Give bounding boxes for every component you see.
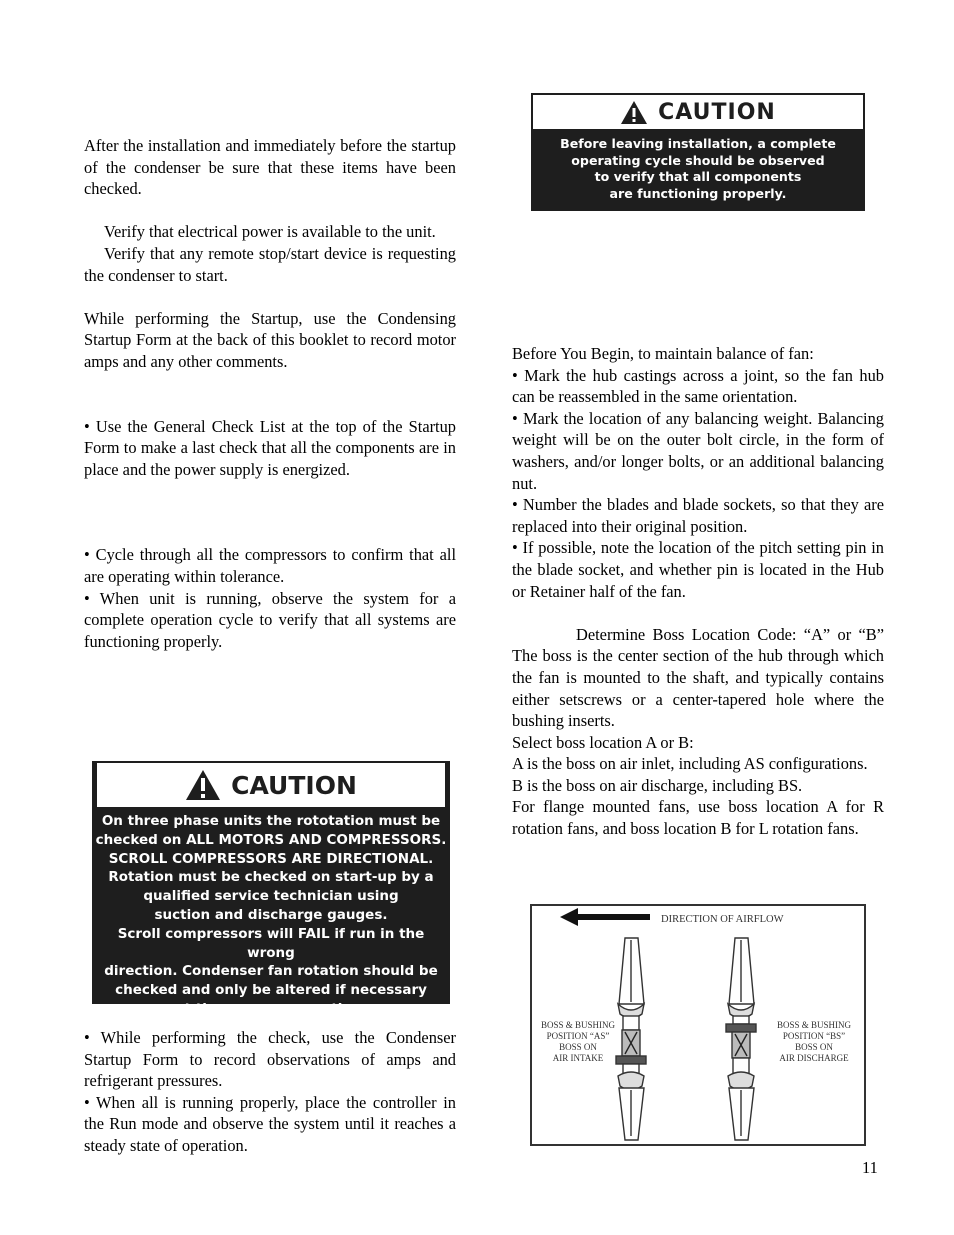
caution-header bbox=[97, 763, 445, 807]
caution-title: CAUTION bbox=[231, 770, 357, 800]
warning-triangle-icon bbox=[620, 100, 648, 125]
record-observations-bullet: • While performing the check, use the Condenser Startup Form to record observations of amps and refrigerant pressures. bbox=[84, 1028, 456, 1091]
run-mode-bullet: • When all is running properly, place the controller in the Run mode and observe the system until it reaches a steady state of operation. bbox=[84, 1092, 456, 1155]
verify-power-paragraph: Verify that electrical power is available to the unit. bbox=[104, 222, 436, 242]
right-label-line: BOSS ON bbox=[795, 1042, 833, 1052]
caution-line: direction. Condenser fan rotation should be bbox=[104, 963, 438, 980]
right-label-line: BOSS & BUSHING bbox=[776, 1020, 852, 1030]
fan-hub-diagram bbox=[530, 904, 866, 1146]
left-column bbox=[84, 135, 456, 652]
caution-header bbox=[533, 95, 863, 129]
left-label-line: POSITION “AS” bbox=[546, 1031, 610, 1041]
caution-line: On three phase units the rototation must be bbox=[101, 813, 441, 829]
left-label-line: BOSS & BUSHING bbox=[540, 1020, 616, 1030]
right-label-line: POSITION “BS” bbox=[782, 1031, 846, 1041]
caution-line: are functioning properly. bbox=[609, 185, 787, 201]
caution-line: SCROLL COMPRESSORS ARE DIRECTIONAL. bbox=[108, 850, 434, 867]
boss-b-line: B is the boss on air discharge, including BS. bbox=[512, 775, 803, 795]
observe-cycle-bullet: • When unit is running, observe the system for a complete operation cycle to verify that all systems are functioning properly. bbox=[84, 588, 456, 651]
caution-text bbox=[533, 129, 863, 202]
boss-a-line: A is the boss on air inlet, including AS configurations. bbox=[512, 754, 868, 774]
caution-box-top bbox=[531, 93, 865, 211]
caution-text bbox=[94, 807, 448, 1019]
flange-fans-line: For flange mounted fans, use boss location A for R rotation fans, and boss location B for L rotation fans. bbox=[512, 797, 884, 839]
caution-box-rotation bbox=[92, 761, 450, 1017]
before-you-begin: Before You Begin, to maintain balance of fan: bbox=[512, 344, 814, 363]
right-label-line: AIR DISCHARGE bbox=[779, 1053, 849, 1063]
mark-hub-bullet: • Mark the hub castings across a joint, so the fan hub can be reassembled in the same orientation. bbox=[512, 365, 884, 407]
mark-weight-bullet: • Mark the location of any balancing weight. Balancing weight will be on the outer bolt circle, in the form of washers, and/or longer bolts, or an additional balancing nut. bbox=[512, 408, 884, 493]
caution-line: suction and discharge gauges. bbox=[154, 906, 388, 923]
general-checklist-bullet: • Use the General Check List at the top of the Startup Form to make a last check that all the components are in place and the power supply is energized. bbox=[84, 416, 456, 479]
airflow-label: DIRECTION OF AIRFLOW bbox=[661, 914, 784, 925]
intro-paragraph: After the installation and immediately before the startup of the condenser be sure that these items have been checked. bbox=[84, 136, 456, 199]
caution-line: operating cycle should be observed bbox=[571, 152, 825, 168]
caution-line: Rotation must be checked on start-up by a bbox=[108, 869, 434, 886]
caution-title: CAUTION bbox=[658, 99, 776, 125]
verify-remote-paragraph: Verify that any remote stop/start device is requesting the condenser to start. bbox=[84, 243, 456, 285]
caution-line: qualified service technician using bbox=[143, 888, 399, 905]
caution-line: Before leaving installation, a complete bbox=[560, 136, 836, 151]
caution-line: checked on ALL MOTORS AND COMPRESSORS. bbox=[95, 831, 447, 848]
caution-line: Scroll compressors will FAIL if run in the wrong bbox=[117, 925, 425, 961]
startup-form-paragraph: While performing the Startup, use the Condensing Startup Form at the back of this booklet to record motor amps and any other comments. bbox=[84, 308, 456, 371]
warning-triangle-icon bbox=[185, 769, 221, 801]
caution-line: to verify that all components bbox=[594, 169, 802, 184]
caution-line: checked and only be altered if necessary bbox=[115, 982, 427, 999]
boss-location-paragraph: Determine Boss Location Code: “A” or “B” The boss is the center section of the hub through which the fan is mounted to the shaft, and typically contains either setscrews or a center-tapered hole where the bushing inserts. bbox=[512, 624, 884, 731]
caution-line: at the power connection. bbox=[175, 1000, 367, 1017]
left-label-line: BOSS ON bbox=[559, 1042, 597, 1052]
right-column bbox=[512, 343, 884, 840]
select-boss-line: Select boss location A or B: bbox=[512, 732, 694, 752]
number-blades-bullet: • Number the blades and blade sockets, so that they are replaced into their original position. bbox=[512, 495, 884, 536]
pitch-pin-bullet: • If possible, note the location of the pitch setting pin in the blade socket, and whether pin is located in the Hub or Retainer half of the fan. bbox=[512, 538, 884, 601]
left-column-bottom bbox=[84, 1027, 456, 1157]
cycle-compressors-bullet: • Cycle through all the compressors to confirm that all are operating within tolerance. bbox=[84, 545, 456, 586]
left-label-line: AIR INTAKE bbox=[552, 1053, 604, 1063]
page-number: 11 bbox=[862, 1158, 878, 1177]
